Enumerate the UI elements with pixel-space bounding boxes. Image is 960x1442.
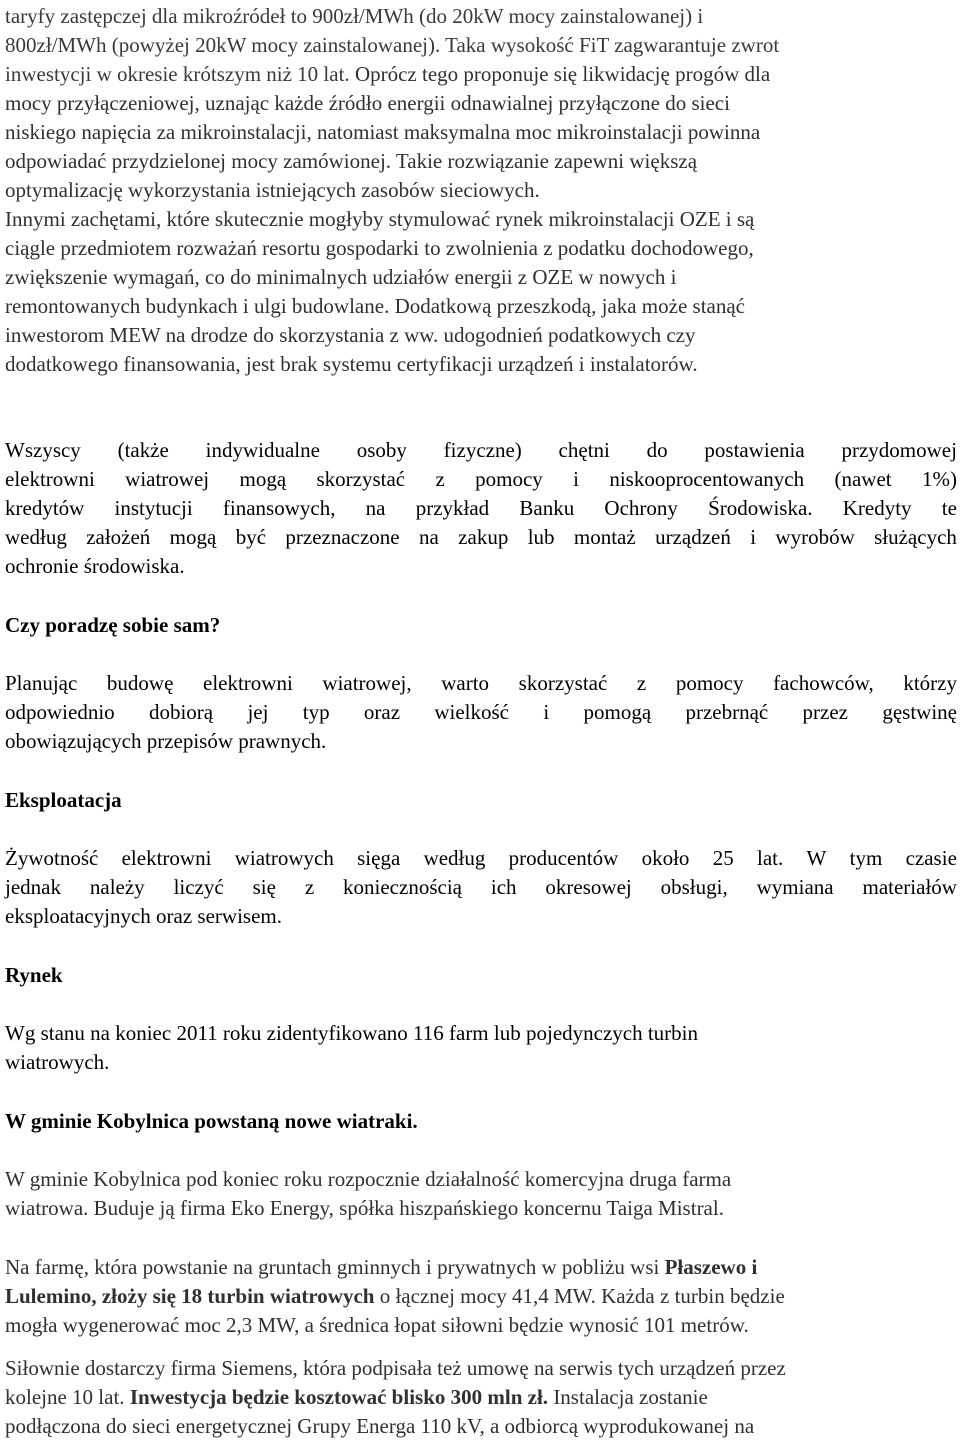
- word: przydomowej: [841, 438, 957, 462]
- word: na: [365, 496, 386, 520]
- word: niskooprocentowanych: [609, 467, 805, 491]
- word: dobiorą: [148, 700, 214, 724]
- word: montaż: [573, 525, 636, 549]
- word: z: [636, 671, 647, 695]
- word: indywidualne: [205, 438, 320, 462]
- para1-line6: [5, 147, 697, 176]
- para9-line2-post: Instalacja zostanie: [548, 1385, 708, 1409]
- para2-line1: Innymi zachętami, które skutecznie mogłyby stymulować rynek mikroinstalacji OZE i są: [5, 207, 755, 231]
- word: według: [423, 846, 486, 870]
- word: Kredyty: [842, 496, 912, 520]
- word: liczyć: [173, 875, 224, 899]
- para9-line2-bold: Inwestycja będzie kosztować blisko 300 mln zł.: [129, 1385, 549, 1409]
- para2-line3: zwiększenie wymagań, co do minimalnych udziałów energii z OZE w nowych i: [5, 265, 677, 289]
- word: obsługi,: [660, 875, 728, 899]
- word: materiałów: [862, 875, 957, 899]
- para1-line3-a: inwestycji w okresie krótszym niż 10 lat.: [5, 62, 350, 86]
- word: Planując: [5, 671, 78, 695]
- word: odpowiednio: [5, 700, 115, 724]
- para8-line1: [5, 1253, 757, 1282]
- word: elektrowni: [203, 671, 293, 695]
- word: wiatrowych: [234, 846, 334, 870]
- word: koniecznością: [343, 875, 462, 899]
- para7-line2: wiatrowa. Buduje ją firma Eko Energy, spółka hiszpańskiego koncernu Taiga Mistral.: [5, 1196, 724, 1220]
- word: osoby: [356, 438, 407, 462]
- heading-czy-poradze: Czy poradzę sobie sam?: [5, 613, 221, 637]
- para3-line3: [5, 494, 957, 523]
- word: pomogą: [583, 700, 652, 724]
- word: według: [5, 525, 67, 549]
- word: tym: [849, 846, 883, 870]
- word: jej: [247, 700, 269, 724]
- para3-line5: ochronie środowiska.: [5, 554, 185, 578]
- para8-line2: [5, 1282, 785, 1311]
- word: Środowiska.: [708, 496, 813, 520]
- word: sięga: [357, 846, 401, 870]
- para1-line2: 800zł/MWh (powyżej 20kW mocy zainstalowanej). Taka wysokość FiT zagwarantuje zwrot: [5, 33, 780, 57]
- word: należy: [89, 875, 145, 899]
- word: wiatrowej,: [322, 671, 412, 695]
- para9-line2: [5, 1383, 708, 1412]
- word: i: [750, 525, 757, 549]
- word: jednak: [5, 875, 61, 899]
- word: oraz: [363, 700, 401, 724]
- para8-line2-text: o łącznej mocy 41,4 MW. Każda z turbin będzie: [374, 1284, 785, 1308]
- para8-line1-text: Na farmę, która powstanie na gruntach gminnych i prywatnych w pobliżu wsi: [5, 1255, 665, 1279]
- word: skorzystać: [518, 671, 608, 695]
- word: być: [235, 525, 267, 549]
- para1-line6-a: odpowiadać przydzielonej mocy zamówionej.: [5, 149, 392, 173]
- word: którzy: [903, 671, 957, 695]
- word: typ: [302, 700, 330, 724]
- word: zakup: [458, 525, 509, 549]
- word: fizyczne): [443, 438, 522, 462]
- para2-line5: inwestorom MEW na drodze do skorzystania z ww. udogodnień podatkowych czy: [5, 323, 696, 347]
- word: chętni: [558, 438, 610, 462]
- word: (także: [117, 438, 169, 462]
- para3-line2: [5, 465, 957, 494]
- word: na: [418, 525, 439, 549]
- para6-line2: wiatrowych.: [5, 1050, 110, 1074]
- para3-line4: [5, 523, 957, 552]
- word: pomocy: [475, 467, 543, 491]
- word: Wszyscy: [5, 438, 81, 462]
- para9-line2-text: kolejne 10 lat.: [5, 1385, 130, 1409]
- word: wymiana: [756, 875, 834, 899]
- word: okresowej: [545, 875, 632, 899]
- word: z: [304, 875, 315, 899]
- word: (nawet: [834, 467, 892, 491]
- word: ich: [490, 875, 517, 899]
- word: służących: [874, 525, 957, 549]
- para6-line1: Wg stanu na koniec 2011 roku zidentyfikowano 116 farm lub pojedynczych turbin: [5, 1021, 699, 1045]
- para5-line3: eksploatacyjnych oraz serwisem.: [5, 904, 282, 928]
- para1-line7: optymalizację wykorzystania istniejących zasobów sieciowych.: [5, 178, 540, 202]
- word: kredytów: [5, 496, 85, 520]
- para2-line4-b: Dodatkową przeszkodą, jaka może stanąć: [389, 294, 746, 318]
- para1-line6-b: Takie rozwiązanie zapewni większą: [391, 149, 698, 173]
- word: postawienia: [704, 438, 805, 462]
- word: czasie: [905, 846, 957, 870]
- para9-line3: podłączona do sieci energetycznej Grupy Energa 110 kV, a odbiorcą wyprodukowanej na: [5, 1414, 755, 1438]
- para8-line3: mogła wygenerować moc 2,3 MW, a średnica łopat siłowni będzie wynosić 101 metrów.: [5, 1313, 749, 1337]
- para4-line2: [5, 698, 957, 727]
- word: W: [806, 846, 827, 870]
- para4-line1: [5, 669, 957, 698]
- word: z: [435, 467, 445, 491]
- heading-rynek: Rynek: [5, 963, 63, 987]
- para7-line1: W gminie Kobylnica pod koniec roku rozpocznie działalność komercyjna druga farma: [5, 1167, 732, 1191]
- word: Banku: [519, 496, 575, 520]
- para2-line4-a: remontowanych budynkach i ulgi budowlane.: [5, 294, 390, 318]
- word: założeń: [86, 525, 151, 549]
- para2-line2: ciągle przedmiotem rozważań resortu gospodarki to zwolnienia z podatku dochodowego,: [5, 236, 754, 260]
- word: pomocy: [675, 671, 744, 695]
- word: przez: [802, 700, 849, 724]
- word: lat.: [757, 846, 784, 870]
- word: te: [941, 496, 957, 520]
- word: skorzystać: [316, 467, 406, 491]
- word: wielkość: [434, 700, 510, 724]
- para3-line1: [5, 436, 957, 465]
- para1-line3: [5, 60, 770, 89]
- heading-eksploatacja: Eksploatacja: [5, 788, 122, 812]
- word: lub: [527, 525, 555, 549]
- word: elektrowni: [121, 846, 212, 870]
- para1-line5: niskiego napięcia za mikroinstalacji, natomiast maksymalna moc mikroinstalacji powinna: [5, 120, 761, 144]
- word: mogą: [169, 525, 217, 549]
- para8-line2-bold: Lulemino, złoży się 18 turbin wiatrowych: [5, 1284, 375, 1308]
- word: do: [646, 438, 668, 462]
- word: się: [252, 875, 276, 899]
- word: warto: [441, 671, 490, 695]
- word: około: [641, 846, 690, 870]
- para8-line1-bold: Płaszewo i: [664, 1255, 758, 1279]
- para2-line4: [5, 292, 745, 321]
- word: 1%): [921, 467, 957, 491]
- word: finansowych,: [222, 496, 336, 520]
- para1-line1: taryfy zastępczej dla mikroźródeł to 900zł/MWh (do 20kW mocy zainstalowanej) i: [5, 4, 704, 28]
- word: wyrobów: [775, 525, 855, 549]
- word: wiatrowej: [125, 467, 210, 491]
- word: przykład: [415, 496, 490, 520]
- word: i: [543, 700, 550, 724]
- heading-kobylnica: W gminie Kobylnica powstaną nowe wiatraki.: [5, 1109, 418, 1133]
- para1-line3-b: Oprócz tego proponuje się likwidację progów dla: [349, 62, 771, 86]
- para9-line1: Siłownie dostarczy firma Siemens, która podpisała też umowę na serwis tych urządzeń przez: [5, 1356, 786, 1380]
- word: instytucji: [114, 496, 193, 520]
- para5-line1: [5, 844, 957, 873]
- para5-line2: [5, 873, 957, 902]
- word: przeznaczone: [285, 525, 400, 549]
- word: 25: [712, 846, 734, 870]
- word: gęstwinę: [882, 700, 957, 724]
- word: Ochrony: [604, 496, 678, 520]
- word: budowę: [106, 671, 174, 695]
- word: producentów: [508, 846, 619, 870]
- para4-line3: obowiązujących przepisów prawnych.: [5, 729, 327, 753]
- para1-line4: mocy przyłączeniowej, uznając każde źródło energii odnawialnej przyłączone do sieci: [5, 91, 730, 115]
- word: mogą: [239, 467, 287, 491]
- word: i: [573, 467, 579, 491]
- word: fachowców,: [773, 671, 874, 695]
- word: przebrnąć: [685, 700, 769, 724]
- word: elektrowni: [5, 467, 95, 491]
- para2-line6: dodatkowego finansowania, jest brak systemu certyfikacji urządzeń i instalatorów.: [5, 352, 698, 376]
- word: urządzeń: [655, 525, 731, 549]
- word: Żywotność: [5, 846, 99, 870]
